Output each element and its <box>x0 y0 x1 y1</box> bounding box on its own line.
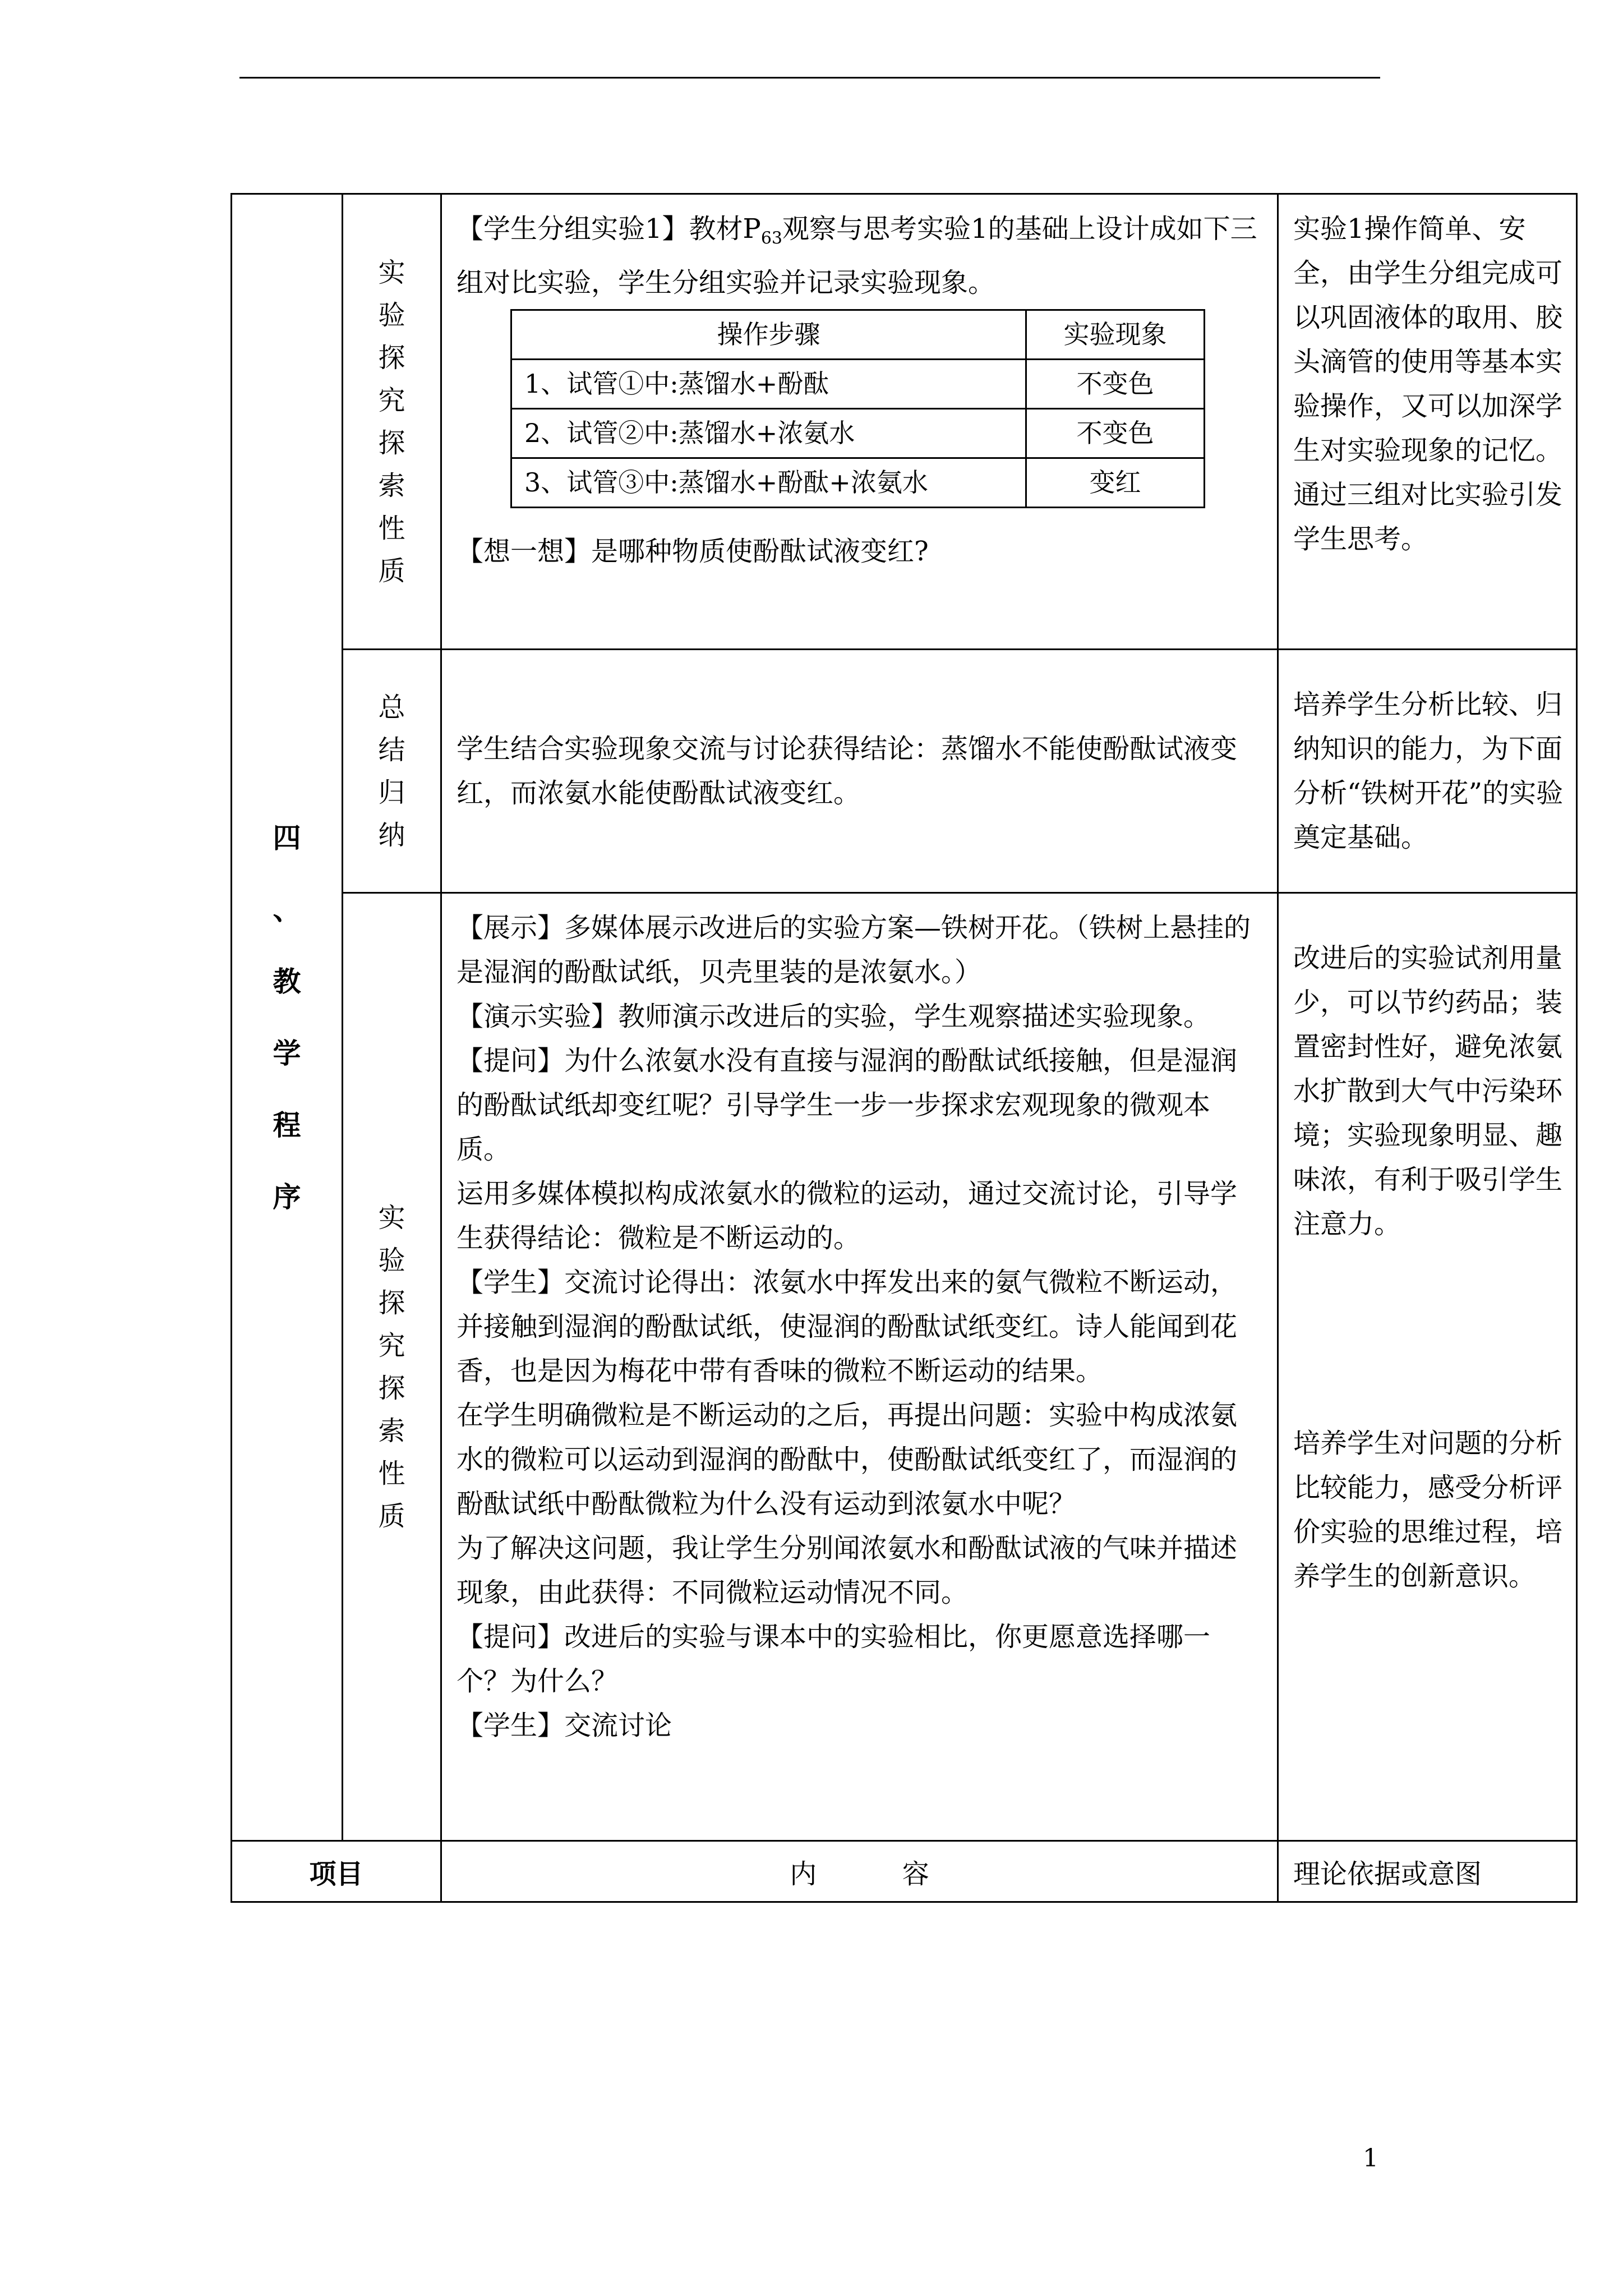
note-text: 培养学生对问题的分析比较能力，感受分析评价实验的思维过程，培养学生的创新意识。 <box>1293 1428 1563 1592</box>
section-label-cell <box>232 194 343 1841</box>
experiment-table-header <box>511 310 1205 359</box>
intro-subscript: 63 <box>760 228 783 249</box>
think-question: 【想一想】是哪种物质使酚酞试液变红? <box>457 535 929 567</box>
paragraph: 【提问】改进后的实验与课本中的实验相比，你更愿意选择哪一个？为什么？ <box>457 1621 1211 1697</box>
paragraph: 【学生】交流讨论得出：浓氨水中挥发出来的氨气微粒不断运动，并接触到湿润的酚酞试纸，使湿润的酚酞试纸变红。诗人能闻到花香，也是因为梅花中带有香味的微粒不断运动的结果。 <box>457 1267 1238 1387</box>
step-cell: 2、试管②中:蒸馏水+浓氨水 <box>511 408 1026 458</box>
row-experiment-2 <box>232 893 1577 1841</box>
intro-text-b: 观察与思考实验1的基础上设计成如下三组对比实验，学生分组实验并记录实验现象。 <box>457 213 1257 298</box>
label-char: 性 <box>378 1457 405 1489</box>
experiment-table <box>510 309 1205 508</box>
label-char: 质 <box>378 555 405 587</box>
label-char: 结 <box>378 734 405 766</box>
intro-paragraph <box>457 207 1264 305</box>
label-char: 验 <box>378 299 405 331</box>
row-summary <box>232 650 1577 893</box>
row-experiment-1 <box>232 194 1577 650</box>
summary-text: 学生结合实验现象交流与讨论获得结论：蒸馏水不能使酚酞试液变红，而浓氨水能使酚酞试液变红。 <box>457 733 1238 809</box>
row-label-experiment <box>343 893 441 1841</box>
label-char: 探 <box>378 1372 405 1404</box>
note-text: 改进后的实验试剂用量少，可以节约药品；装置密封性好，避免浓氨水扩散到大气中污染环境；实验现象明显、趣味浓，有利于吸引学生注意力。 <box>1293 942 1563 1240</box>
paragraph: 运用多媒体模拟构成浓氨水的微粒的运动，通过交流讨论，引导学生获得结论：微粒是不断运动的。 <box>457 1178 1238 1254</box>
result-cell: 不变色 <box>1026 408 1205 458</box>
label-char: 质 <box>378 1500 405 1532</box>
content-cell <box>441 893 1278 1841</box>
label-char: 归 <box>378 776 405 808</box>
intro-text-a: 【学生分组实验1】教材P <box>457 213 761 245</box>
page-number: 1 <box>1363 2144 1378 2173</box>
paragraph: 【提问】为什么浓氨水没有直接与湿润的酚酞试纸接触，但是湿润的酚酞试纸却变红呢？引导学生一步一步探求宏观现象的微观本质。 <box>457 1045 1238 1165</box>
label-char: 究 <box>378 384 405 416</box>
note-cell <box>1278 893 1577 1841</box>
paragraph: 【演示实验】教师演示改进后的实验，学生观察描述实验现象。 <box>457 1001 1211 1032</box>
note-text: 培养学生分析比较、归纳知识的能力，为下面分析“铁树开花”的实验奠定基础。 <box>1293 688 1564 853</box>
label-char: 究 <box>378 1329 405 1361</box>
content-cell <box>441 650 1278 893</box>
section-char: 学 <box>273 1036 301 1070</box>
content-cell <box>441 194 1278 650</box>
lesson-plan-table <box>230 193 1578 1903</box>
paragraph: 在学生明确微粒是不断运动的之后，再提出问题：实验中构成浓氨水的微粒可以运动到湿润的酚酞中，使酚酞试纸变红了，而湿润的酚酞试纸中酚酞微粒为什么没有运动到浓氨水中呢？ <box>457 1400 1238 1520</box>
row-label-summary <box>343 650 441 893</box>
section-char: 程 <box>273 1108 301 1142</box>
section-char: 四 <box>273 821 301 854</box>
footer-rationale: 理论依据或意图 <box>1278 1841 1577 1902</box>
note-text: 实验1操作简单、安全，由学生分组完成可以巩固液体的取用、胶头滴管的使用等基本实验操作，又可以加深学生对实验现象的记忆。通过三组对比实验引发学生思考。 <box>1293 213 1563 555</box>
label-char: 探 <box>378 1287 405 1319</box>
footer-project: 项目 <box>232 1841 441 1902</box>
note-cell <box>1278 194 1577 650</box>
label-char: 探 <box>378 342 405 374</box>
experiment-table-row <box>511 458 1205 507</box>
label-char: 探 <box>378 427 405 459</box>
label-char: 索 <box>378 470 405 501</box>
experiment-table-row <box>511 359 1205 408</box>
label-char: 性 <box>378 512 405 544</box>
result-cell: 变红 <box>1026 458 1205 507</box>
paragraph: 【展示】多媒体展示改进后的实验方案—铁树开花。（铁树上悬挂的是湿润的酚酞试纸，贝壳里装的是浓氨水。） <box>457 912 1251 988</box>
label-char: 纳 <box>378 819 405 851</box>
step-cell: 1、试管①中:蒸馏水+酚酞 <box>511 359 1026 408</box>
label-char: 索 <box>378 1415 405 1447</box>
footer-row <box>232 1841 1577 1902</box>
row-label-experiment <box>343 194 441 650</box>
result-cell: 不变色 <box>1026 359 1205 408</box>
note-cell <box>1278 650 1577 893</box>
section-char: 教 <box>273 964 301 998</box>
label-char: 总 <box>378 691 405 723</box>
footer-content: 内 容 <box>441 1841 1278 1902</box>
section-char: 序 <box>273 1180 301 1213</box>
header-rule <box>239 77 1380 79</box>
section-char: 、 <box>273 892 301 926</box>
header-phenomenon: 实验现象 <box>1026 310 1205 359</box>
label-char: 实 <box>378 1202 405 1234</box>
paragraph: 为了解决这问题，我让学生分别闻浓氨水和酚酞试液的气味并描述现象，由此获得：不同微粒运动情况不同。 <box>457 1533 1238 1608</box>
step-cell: 3、试管③中:蒸馏水+酚酞+浓氨水 <box>511 458 1026 507</box>
label-char: 实 <box>378 256 405 288</box>
experiment-table-row <box>511 408 1205 458</box>
header-steps: 操作步骤 <box>511 310 1026 359</box>
label-char: 验 <box>378 1244 405 1276</box>
paragraph: 【学生】交流讨论 <box>457 1710 672 1741</box>
